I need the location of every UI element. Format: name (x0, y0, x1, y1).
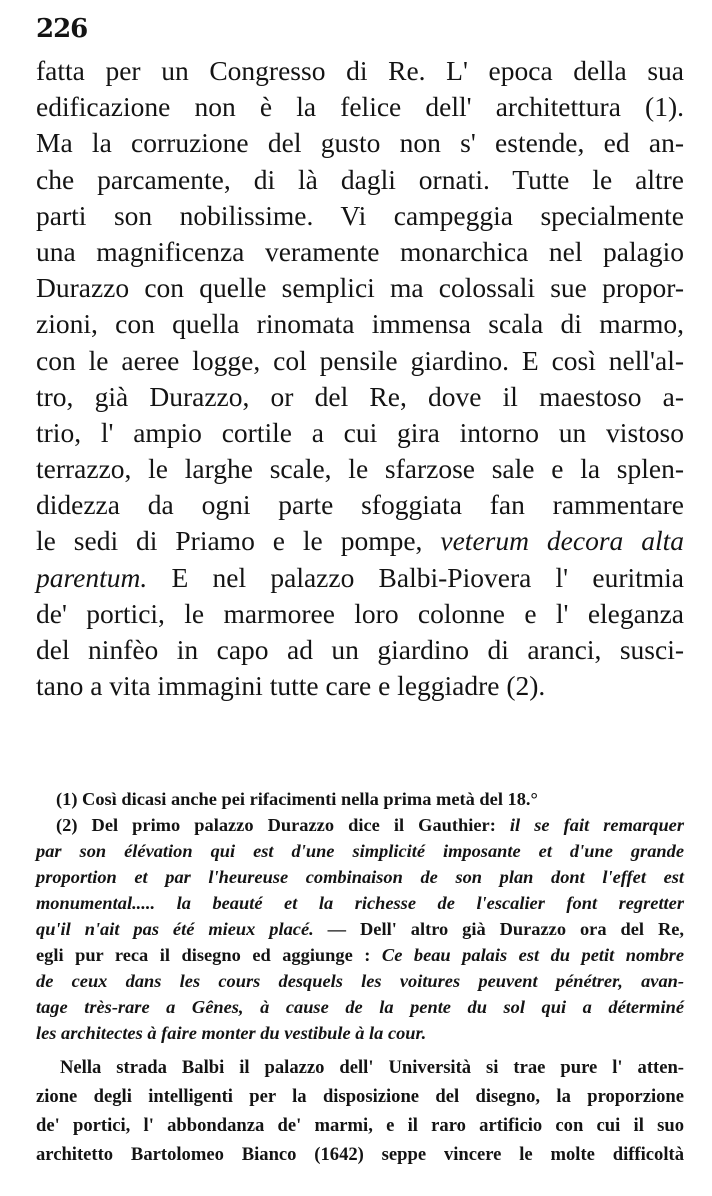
text-line: de' portici, le marmoree loro colonne e l' eleganza (36, 597, 684, 629)
latin-quote: parentum. (36, 561, 148, 593)
text-line: zione degli intelligenti per la disposizione del disegno, la proporzione (36, 1086, 684, 1107)
roman-text: E nel palazzo Balbi-Piovera l' euritmia (147, 561, 684, 593)
text-line: zioni, con quella rinomata immensa scala di marmo, (36, 308, 684, 340)
main-text (36, 53, 684, 704)
text-line: con le aeree logge, col pensile giardino. E così nell'al- (36, 344, 684, 376)
footnote-2-line: de ceux dans les cours desquels les voitures peuvent pénétrer, avan- (36, 971, 684, 991)
continuation-paragraph (36, 1053, 684, 1169)
footnote-2-line (36, 942, 684, 968)
text-line: didezza da ogni parte sfoggiata fan rammentare (36, 489, 684, 521)
french-quote: qu'il n'ait pas été mieux placé. (36, 919, 314, 939)
text-line: Nella strada Balbi il palazzo dell' Università si trae pure l' atten- (60, 1057, 684, 1078)
roman-text: (2) Del primo palazzo Durazzo dice il Gauthier: (56, 815, 510, 835)
page-number: 226 (36, 14, 88, 44)
text-line: una magnificenza veramente monarchica nel palagio (36, 235, 684, 267)
footnote-2-line: les architectes à faire monter du vestibule à la cour. (36, 1023, 427, 1043)
text-line: tro, già Durazzo, or del Re, dove il maestoso a- (36, 380, 684, 412)
text-line: de' portici, l' abbondanza de' marmi, e il raro artificio con cui il suo (36, 1115, 684, 1136)
french-quote: Ce beau palais est du petit nombre (381, 945, 685, 965)
text-line: Ma la corruzione del gusto non s' estende, ed an- (36, 127, 684, 159)
text-line: architetto Bartolomeo Bianco (1642) seppe vincere le molte difficoltà (36, 1144, 684, 1165)
roman-text: egli pur reca il disegno ed aggiunge : (36, 945, 382, 965)
footnotes (36, 786, 684, 1046)
text-line: del ninfèo in capo ad un giardino di aranci, susci- (36, 634, 684, 665)
text-line: fatta per un Congresso di Re. L' epoca della sua (36, 55, 684, 86)
footnote-2-line: monumental..... la beauté et la richesse de l'escalier font regretter (36, 893, 684, 913)
footnote-2-line (36, 812, 684, 838)
text-line: terrazzo, le larghe scale, le sfarzose sale e la splen- (36, 453, 684, 485)
latin-quote: veterum decora alta (440, 525, 685, 557)
footnote-1: (1) Così dicasi anche pei rifacimenti nella prima metà del 18.° (56, 789, 538, 809)
roman-text: le sedi di Priamo e le pompe, (36, 525, 441, 557)
text-line: parti son nobilissime. Vi campeggia specialmente (36, 199, 684, 231)
text-line: tano a vita immagini tutte care e leggiadre (2). (36, 670, 546, 702)
text-line (36, 523, 684, 559)
footnote-2-line (36, 916, 684, 942)
text-line (36, 560, 684, 596)
text-line: Durazzo con quelle semplici ma colossali sue propor- (36, 272, 684, 304)
footnote-2-line: tage très-rare a Gênes, à cause de la pente du sol qui a déterminé (36, 997, 684, 1017)
roman-text: — Dell' altro già Durazzo ora del Re, (313, 919, 684, 939)
footnote-2-line: proportion et par l'heureuse combinaison de son plan dont l'effet est (36, 867, 684, 887)
text-line: trio, l' ampio cortile a cui gira intorno un vistoso (36, 416, 684, 448)
text-line: che parcamente, di là dagli ornati. Tutte le altre (36, 163, 684, 195)
text-line: edificazione non è la felice dell' architettura (1). (36, 91, 684, 123)
footnote-2-line: par son élévation qui est d'une simplicité imposante et d'une grande (36, 841, 684, 861)
french-quote: il se fait remarquer (509, 815, 684, 835)
